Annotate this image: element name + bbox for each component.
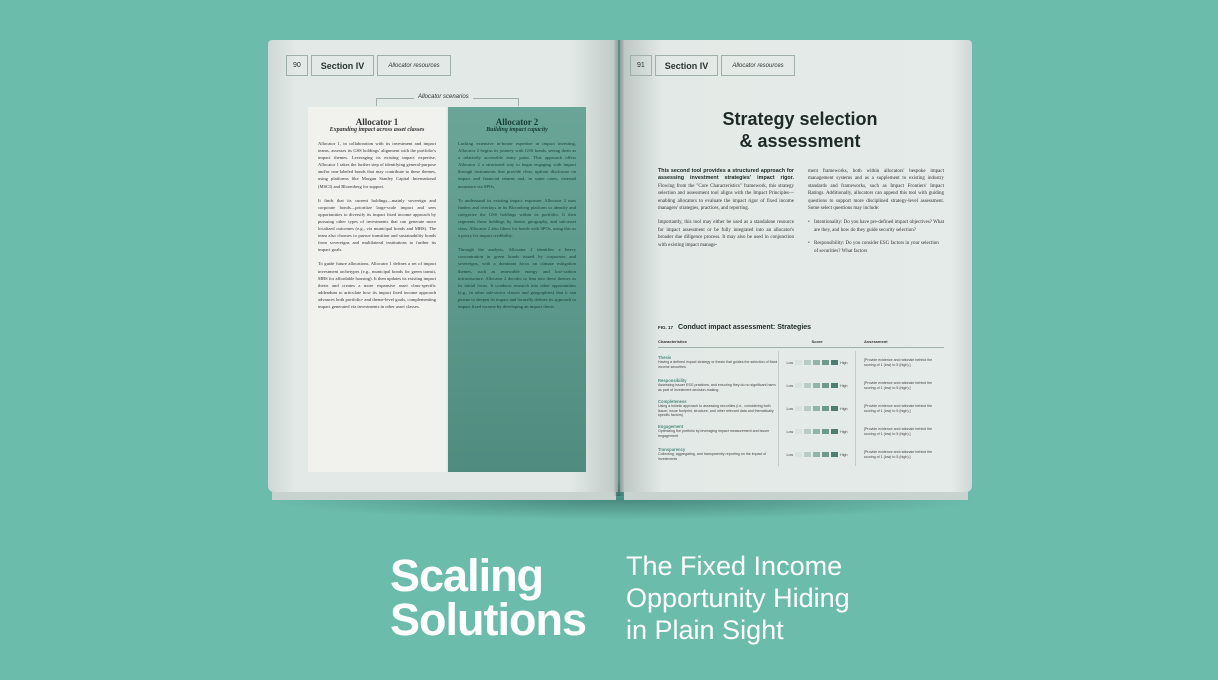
allocator-1-paragraph: It finds that its current holdings—mainly sovereign and corporate bonds—prioritize large-scale impact and sees opportunities to diversify its impact fixed income approach by pursuing other types of investments that can generate more localized outcomes (e.g., via municipal bonds and MBS). The team also chooses to pursue transition and sustainability bonds from sovereigns and multilateral institutions to further its impact goals.: [318, 197, 436, 253]
score-box-5[interactable]: [831, 406, 838, 411]
characteristic-description: Collecting, aggregating, and transparently reporting on the impact of investments: [658, 452, 767, 461]
allocator-2-title: Allocator 2: [495, 117, 539, 127]
intro-rest: Flowing from the "Core Characteristics" framework, this strategy selection and assessment tool aligns with the Impact Principles—enabling allocators to evaluate the impact rigor of fixed income managers' strategies, practices, and reporting.: [658, 183, 794, 212]
body-paragraph: ment frameworks, both within allocators' bespoke impact management systems and as a supplement to existing industry standards and frameworks, such as Impact Frontiers' Impact Ratings. Additionally, allocators can append this tool with guiding questions to support more disciplined strategy-level assessment. Some select questions may include:: [808, 169, 944, 212]
left-page-header: [286, 55, 451, 76]
section-tab: Section IV: [655, 55, 719, 76]
scenarios-tick-right: [518, 98, 519, 106]
left-page-edge: [272, 492, 616, 500]
score-box-5[interactable]: [831, 383, 838, 388]
score-scale: [778, 397, 856, 420]
figure-label: FIG. 17: [658, 325, 674, 330]
score-box-2[interactable]: [804, 452, 811, 457]
figure-row: [658, 374, 944, 397]
score-scale: [778, 374, 856, 397]
allocator-1-title: Allocator 1: [355, 117, 399, 127]
col-characteristics: Characteristics: [658, 339, 687, 344]
characteristic-name: Thesis: [658, 355, 672, 361]
allocator-2-subtitle: Building impact capacity: [486, 127, 548, 133]
figure-17: [658, 324, 944, 466]
score-box-3[interactable]: [813, 406, 820, 411]
score-box-1[interactable]: [795, 452, 802, 457]
characteristic-description: Optimizing the portfolio by leveraging impact measurement and issuer engagement: [658, 429, 770, 438]
page-number: 90: [286, 55, 308, 76]
score-box-2[interactable]: [804, 360, 811, 365]
page-title-line: Strategy selection: [722, 109, 878, 129]
left-page: [268, 40, 618, 492]
score-box-5[interactable]: [831, 452, 838, 457]
assessment-cell: [Provide evidence and rationale behind the scoring of 1 (low) to 5 (high).]: [864, 403, 933, 413]
assessment-cell: [Provide evidence and rationale behind the scoring of 1 (low) to 5 (high).]: [864, 449, 933, 459]
score-low-label: Low: [786, 452, 794, 457]
hero-subtitle-line: The Fixed Income: [626, 551, 843, 581]
score-box-3[interactable]: [813, 383, 820, 388]
score-box-4[interactable]: [822, 429, 829, 434]
score-scale: [778, 420, 856, 443]
body-column-2: [808, 168, 944, 261]
page-title: [680, 108, 920, 152]
score-box-2[interactable]: [804, 383, 811, 388]
figure-row: [658, 351, 944, 374]
section-tab: Section IV: [311, 55, 375, 76]
hero-title: [390, 550, 586, 645]
open-book: [268, 40, 972, 500]
figure-header-row: [658, 339, 944, 348]
allocator-2-paragraph: To understand its existing impact exposure, Allocator 2 uses finders and overlays in its Bloomberg platform to identify and categorize the GSS holdings within its portfolio. It then segments these holdings by theme, geography, and sub-asset class. Allocator 2 also filters for bonds with SPOs, using this as a proxy for impact credibility.: [458, 197, 576, 239]
characteristic-description: Having a defined impact strategy or thesis that guides the selection of fixed income securities: [658, 360, 778, 369]
characteristic-name: Responsibility: [658, 378, 687, 384]
score-box-1[interactable]: [795, 383, 802, 388]
score-high-label: High: [840, 383, 848, 388]
scenarios-label: Allocator scenarios: [414, 94, 473, 100]
page-number: 91: [630, 55, 652, 76]
characteristic-description: Assessing issuer ESG practices, and ensuring they do no significant harm as part of investment decision-making: [658, 383, 776, 392]
col-assessment: Assessment: [864, 339, 888, 344]
score-box-5[interactable]: [831, 360, 838, 365]
score-box-4[interactable]: [822, 406, 829, 411]
score-high-label: High: [840, 429, 848, 434]
figure-rows: [658, 351, 944, 466]
allocator-1-paragraph: Allocator 1, in collaboration with its investment and impact teams, assesses its GSS holdings' alignment with the portfolio's impact themes. Leveraging its existing impact expertise, Allocator 1 takes the further step of identifying general-purpose and/or non-labeled bonds that may contribute to these themes, using platforms like Morgan Stanley Capital International (MSCI) and Bloomberg for support.: [318, 141, 436, 189]
body-columns: [658, 168, 944, 261]
characteristic-name: Engagement: [658, 424, 684, 430]
score-box-2[interactable]: [804, 406, 811, 411]
hero-subtitle: [626, 550, 850, 646]
score-box-1[interactable]: [795, 429, 802, 434]
score-high-label: High: [840, 452, 848, 457]
body-paragraph: Importantly, this tool may either be used as a standalone resource for impact assessment or be fully integrated into an allocator's broader due diligence process. It may also be used in conjunction with existing impact manage-: [658, 220, 794, 248]
score-box-3[interactable]: [813, 429, 820, 434]
figure-title: [658, 324, 944, 331]
page-title-line: & assessment: [739, 131, 861, 151]
assessment-cell: [Provide evidence and rationale behind the scoring of 1 (low) to 5 (high).]: [864, 426, 933, 436]
score-box-1[interactable]: [795, 360, 802, 365]
score-box-4[interactable]: [822, 383, 829, 388]
assessment-cell: [Provide evidence and rationale behind the scoring of 1 (low) to 5 (high).]: [864, 380, 933, 390]
right-page: [620, 40, 972, 492]
allocator-1-panel: [308, 107, 446, 472]
allocator-1-subtitle: Expanding impact across asset classes: [329, 127, 425, 133]
score-box-3[interactable]: [813, 452, 820, 457]
right-page-header: [630, 55, 795, 76]
hero-title-line: Scaling: [390, 550, 544, 601]
characteristic-cell: [658, 378, 778, 392]
score-scale: [778, 351, 856, 374]
figure-row: [658, 420, 944, 443]
score-box-5[interactable]: [831, 429, 838, 434]
body-column-1: [658, 168, 794, 261]
score-scale: [778, 443, 856, 466]
characteristic-description: Using a holistic approach to assessing securities (i.e., considering both issuer, issue footprint, structure, and other relevant data and thematically specific factors): [658, 404, 774, 418]
allocator-2-paragraph: Lacking extensive in-house expertise in impact investing, Allocator 2 begins its journey with GSS bonds, seeing them as a relatively accessible entry point. This approach offers Allocator 2 a structured way to begin engaging with impact through instruments that provide clear, upfront disclosure on impact and financial returns and, in some cases, external assurance via SPOs.: [458, 141, 576, 189]
score-high-label: High: [840, 406, 848, 411]
right-page-edge: [624, 492, 968, 500]
allocator-2-paragraph: Through the analysis, Allocator 2 identifies a heavy concentration in green bonds issued by corporates and sovereigns, with a dominant focus on climate mitigation themes, such as renewable energy and low-carbon infrastructure. Allocator 2 decides to lean into these themes as its initial focus. It conducts research into other opportunities (e.g., in other sub-sector classes and geographies) that it can pursue to deepen its impact and formally defines its approach to impact fixed income by developing an impact thesis.: [458, 247, 576, 309]
question-item: • Intentionality: Do you have pre-defined impact objectives? What are they, and how do they guide security selection?: [808, 219, 944, 234]
score-box-4[interactable]: [822, 360, 829, 365]
question-item: • Responsibility: Do you consider ESG factors in your selection of securities? What factors: [808, 240, 944, 255]
score-box-3[interactable]: [813, 360, 820, 365]
allocator-2-panel: [448, 107, 586, 472]
hero-title-line: Solutions: [390, 594, 586, 645]
intro-lead: This second tool provides a structured approach for assessing investment strategies' impact rigor.: [658, 168, 794, 182]
resources-tab: Allocator resources: [377, 55, 450, 76]
characteristic-name: Transparency: [658, 447, 686, 453]
figure-row: [658, 397, 944, 420]
intro-paragraph: [658, 168, 794, 212]
score-low-label: Low: [786, 429, 794, 434]
allocator-1-paragraph: To guide future allocations, Allocator 1 defines a set of impact investment archetypes (e.g., municipal bonds for green transit, MBS for affordable housing). It then updates its existing impact thesis and creates a more expansive asset class-specific addendum to articulate how its impact fixed income approach advances both portfolio- and theme-level goals, complementing impact generated via investments in other asset classes.: [318, 261, 436, 309]
characteristic-name: Completeness: [658, 399, 687, 405]
score-low-label: Low: [786, 360, 794, 365]
question-list: [808, 219, 944, 255]
score-low-label: Low: [786, 383, 794, 388]
score-high-label: High: [840, 360, 848, 365]
scenarios-tick-left: [376, 98, 377, 106]
book-spine: [614, 40, 624, 496]
hero-subtitle-line: in Plain Sight: [626, 615, 784, 645]
characteristic-cell: [658, 399, 778, 418]
characteristic-cell: [658, 424, 778, 438]
score-box-2[interactable]: [804, 429, 811, 434]
score-box-1[interactable]: [795, 406, 802, 411]
figure-title-text: Conduct impact assessment: Strategies: [678, 324, 812, 331]
score-box-4[interactable]: [822, 452, 829, 457]
figure-row: [658, 443, 944, 466]
characteristic-cell: [658, 447, 778, 461]
resources-tab: Allocator resources: [721, 55, 794, 76]
col-score: Score: [811, 339, 823, 344]
assessment-cell: [Provide evidence and rationale behind the scoring of 1 (low) to 5 (high).]: [864, 357, 933, 367]
characteristic-cell: [658, 355, 778, 369]
hero-subtitle-line: Opportunity Hiding: [626, 583, 850, 613]
score-low-label: Low: [786, 406, 794, 411]
